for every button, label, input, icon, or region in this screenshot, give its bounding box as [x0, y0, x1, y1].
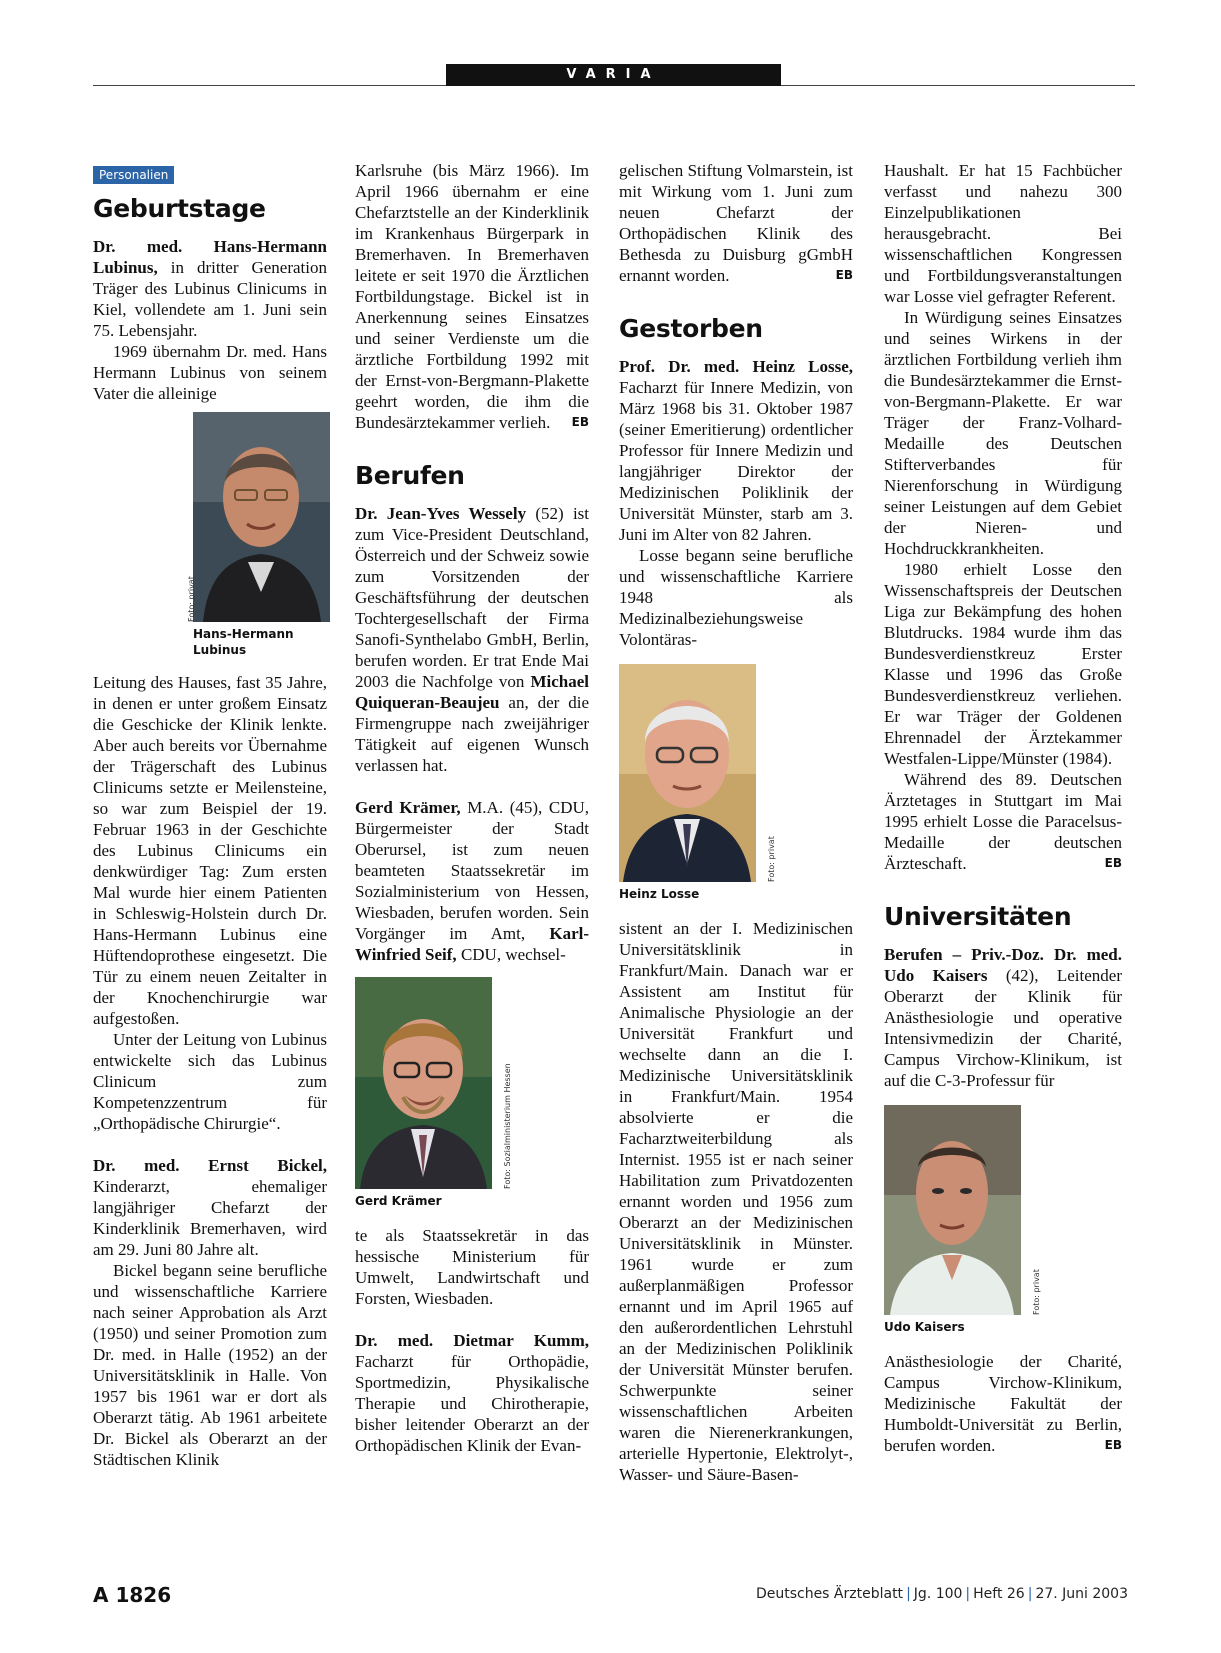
heading-geburtstage: Geburtstage — [93, 194, 266, 223]
paragraph: te als Staatssekretär in das hessische Ministerium für Umwelt, Landwirtschaft und Forsten, Wiesbaden. — [355, 1226, 589, 1308]
paragraph: Bickel begann seine berufliche und wissenschaftliche Karriere nach seiner Approbation als Arzt (1950) und seiner Promotion zum Dr. med. in Halle (1952) an der Universitätsklinik in Halle. Von 1957 bis 1961 war er dort als Oberarzt tätig. Ab 1961 arbeitete Dr. Bickel als Oberarzt an der Städtischen Klinik — [93, 1261, 327, 1469]
paragraph: Während des 89. Deutschen Ärztetages in Stuttgart im Mai 1995 erhielt Losse die Paracelsus-Medaille der deutschen Ärzteschaft. EB — [884, 770, 1122, 873]
column-2 — [355, 160, 589, 1456]
heading-universitaeten: Universitäten — [884, 902, 1072, 931]
heading-gestorben: Gestorben — [619, 314, 763, 343]
paragraph: Losse begann seine berufliche und wissenschaftliche Karriere 1948 als Medizinalbeziehungsweise Volontäras- — [619, 546, 853, 649]
photo-caption: Udo Kaisers — [884, 1320, 965, 1334]
photo-credit: Foto: privat — [187, 576, 196, 622]
portrait-photo-kraemer — [355, 977, 492, 1189]
date: 27. Juni 2003 — [1035, 1586, 1128, 1602]
author-initials: EB — [1104, 856, 1122, 870]
paragraph: Karlsruhe (bis März 1966). Im April 1966 übernahm er eine Chefarztstelle an der Kinderklinik im Krankenhaus Bürgerpark in Bremerhaven. In Bremerhaven leitete er seit 1970 die Ärztlichen Fortbildungstage. Bickel ist in Anerkennung seines Einsatzes und seiner Verdienste um die ärztliche Fortbildung 1992 mit der Ernst-von-Bergmann-Plakette geehrt worden, die ihm die Bundesärztekammer verlieh. EB — [355, 161, 589, 432]
volume: Jg. 100 — [913, 1586, 963, 1602]
person-name: Dr. Jean-Yves Wessely — [355, 504, 527, 523]
paragraph: Dr. med. Dietmar Kumm, Facharzt für Orthopädie, Sportmedizin, Physikalische Therapie und Chirotherapie, bisher leitender Oberarzt an der Orthopädischen Klinik der Evan- — [355, 1331, 589, 1455]
paragraph: Haushalt. Er hat 15 Fachbücher verfasst und nahezu 300 Einzelpublikationen herausgebracht. Bei wissenschaftlichen Kongressen und Fortbildungsveranstaltungen war Losse viel gefragter Referent. — [884, 161, 1122, 306]
page-number: A 1826 — [93, 1583, 172, 1607]
separator: | — [965, 1586, 971, 1602]
paragraph: Prof. Dr. med. Heinz Losse, Facharzt für Innere Medizin, von März 1968 bis 31. Oktober 1987 (seiner Emeritierung) ordentlicher Professor für Innere Medizin und langjähriger Direktor der Medizinischen Poliklinik der Universität Münster, starb am 3. Juni im Alter von 82 Jahren. — [619, 357, 853, 544]
portrait-photo-kaisers — [884, 1105, 1021, 1315]
photo-credit: Foto: Sozialministerium Hessen — [503, 1063, 512, 1189]
photo-block-kaisers — [884, 1105, 1041, 1335]
person-name: Dr. med. Ernst Bickel, — [93, 1156, 327, 1175]
paragraph: Leitung des Hauses, fast 35 Jahre, in denen er unter großem Einsatz die Geschicke der Klinik lenkte. Aber auch bereits vor Übernahme der Trägerschaft des Lubinus Clinicums setzte er Meilensteine, so war zum Beispiel der 19. Februar 1963 in der Geschichte des Lubinus Clinicums ein denkwürdiger Tag: Zum ersten Mal wurde hier einem Patienten in Schleswig-Holstein durch Dr. Hans-Hermann Lubinus eine Hüftendoprothese eingesetzt. Die Tür zu einem neuen Zeitalter in der Knochenchirurgie war aufgestoßen. — [93, 673, 327, 1028]
person-name: Berufen – Priv.-Doz. Dr. med. Udo Kaisers — [884, 945, 1122, 985]
section-label: VARIA — [446, 64, 781, 86]
paragraph: Unter der Leitung von Lubinus entwickelte sich das Lubinus Clinicum zum Kompetenzzentrum für „Orthopädische Chirurgie“. — [93, 1030, 327, 1133]
paragraph: Berufen – Priv.-Doz. Dr. med. Udo Kaisers (42), Leitender Oberarzt der Klinik für Anästhesiologie und operative Intensivmedizin der Charité, Campus Virchow-Klinikum, ist auf die C-3-Professur für — [884, 945, 1123, 1090]
paragraph: Gerd Krämer, M.A. (45), CDU, Bürgermeister der Stadt Oberursel, ist zum neuen beamteten Staatssekretär im Sozialministerium von Hessen, Wiesbaden, berufen worden. Sein Vorgänger im Amt, Karl-Winfried Seif, CDU, wechsel- — [355, 798, 590, 964]
column-1 — [93, 160, 327, 1470]
column-4 — [884, 160, 1122, 1456]
paragraph: In Würdigung seines Einsatzes und seines Wirkens in der ärztlichen Fortbildung verlieh ihm die Bundesärztekammer die Ernst-von-Bergmann-Plakette. Er war Träger der Franz-Volhard-Medaille des Deutschen Stifterverbandes für Nierenforschung in Würdigung seiner Leistungen auf dem Gebiet der Nieren- und Hochdruckkrankheiten. — [884, 308, 1122, 558]
paragraph: 1980 erhielt Losse den Wissenschaftspreis der Deutschen Liga zur Bekämpfung des hohen Blutdrucks. 1984 wurde ihm das Bundesverdienstkreuz Erster Klasse und 1996 das Große Bundesverdienstkreuz verliehen. Er war Träger der Goldenen Ehrennadel der Ärztekammer Westfalen-Lippe/Münster (1984). — [884, 560, 1122, 768]
footer-citation — [756, 1586, 1128, 1602]
paragraph: Anästhesiologie der Charité, Campus Virchow-Klinikum, Medizinische Fakultät der Humboldt-Universität zu Berlin, berufen worden. EB — [884, 1352, 1122, 1455]
portrait-photo-losse — [619, 664, 756, 882]
author-initials: EB — [571, 415, 589, 429]
heading-berufen: Berufen — [355, 461, 465, 490]
photo-caption: Gerd Krämer — [355, 1194, 442, 1208]
photo-block-kraemer — [355, 977, 512, 1209]
separator: | — [1027, 1586, 1033, 1602]
photo-caption: Heinz Losse — [619, 887, 700, 901]
person-name: Prof. Dr. med. Heinz Losse, — [619, 357, 853, 376]
separator: | — [906, 1586, 911, 1602]
person-name: Karl-Winfried Seif, — [355, 924, 589, 964]
author-initials: EB — [835, 268, 853, 282]
paragraph: gelischen Stiftung Volmarstein, ist mit Wirkung vom 1. Juni zum neuen Chefarzt der Orthopädischen Klinik des Bethesda zu Duisburg gGmbH ernannt worden. EB — [619, 161, 853, 285]
photo-credit: Foto: privat — [767, 836, 776, 882]
paragraph: Dr. med. Ernst Bickel, Kinderarzt, ehemaliger langjähriger Chefarzt der Kinderklinik Bremerhaven, wird am 29. Juni 80 Jahre alt. — [93, 1156, 327, 1259]
photo-block-lubinus — [187, 412, 330, 658]
paragraph: Dr. Jean-Yves Wessely (52) ist zum Vice-President Deutschland, Österreich und der Schweiz sowie zum Vorsitzenden der Geschäftsführung der deutschen Tochtergesellschaft der Firma Sanofi-Synthelabo GmbH, Berlin, berufen worden. Er trat Ende Mai 2003 die Nachfolge von Michael Quiqueran-Beaujeu an, der die Firmengruppe nach zweijähriger Tätigkeit auf eigenen Wunsch verlassen hat. — [355, 504, 590, 775]
paragraph: Dr. med. Hans-Hermann Lubinus, in dritter Generation Träger des Lubinus Clinicums in Kiel, vollendete am 1. Juni sein 75. Lebensjahr. — [93, 237, 327, 340]
column-3 — [619, 160, 853, 1485]
journal-name: Deutsches Ärzteblatt — [755, 1586, 904, 1602]
person-name: Dr. med. Dietmar Kumm, — [355, 1331, 589, 1350]
person-name: Michael Quiqueran-Beaujeu — [355, 672, 589, 712]
category-tag: Personalien — [93, 166, 174, 184]
photo-block-losse — [619, 664, 776, 902]
portrait-photo-lubinus — [193, 412, 330, 622]
paragraph: sistent an der I. Medizinischen Universitätsklinik in Frankfurt/Main. Danach war er Assistent am Institut für Animalische Physiologie an der Universität Frankfurt und wechselte dann an die I. Medizinische Universitätsklinik in Frankfurt/Main. 1954 absolvierte er die Facharztweiterbildung als Internist. 1955 ist er nach seiner Habilitation zum Privatdozenten ernannt worden und 1956 zum Oberarzt an der Medizinischen Universitätsklinik in Münster. 1961 wurde er zum außerplanmäßigen Professor ernannt und im April 1965 auf den außerordentlichen Lehrstuhl an der Medizinischen Poliklinik der Universität Münster berufen. Schwerpunkte seiner wissenschaftlichen Arbeiten waren die Nierenerkrankungen, arterielle Hypertonie, Elektrolyt-, Wasser- und Säure-Basen- — [619, 919, 853, 1484]
paragraph: 1969 übernahm Dr. med. Hans Hermann Lubinus von seinem Vater die alleinige — [93, 342, 327, 403]
photo-credit: Foto: privat — [1032, 1269, 1041, 1315]
author-initials: EB — [1104, 1438, 1122, 1452]
person-name: Gerd Krämer, — [355, 798, 461, 817]
photo-caption: Hans-Hermann Lubinus — [193, 627, 294, 657]
person-name: Dr. med. Hans-Hermann Lubinus, — [93, 237, 327, 277]
issue: Heft 26 — [973, 1586, 1025, 1602]
